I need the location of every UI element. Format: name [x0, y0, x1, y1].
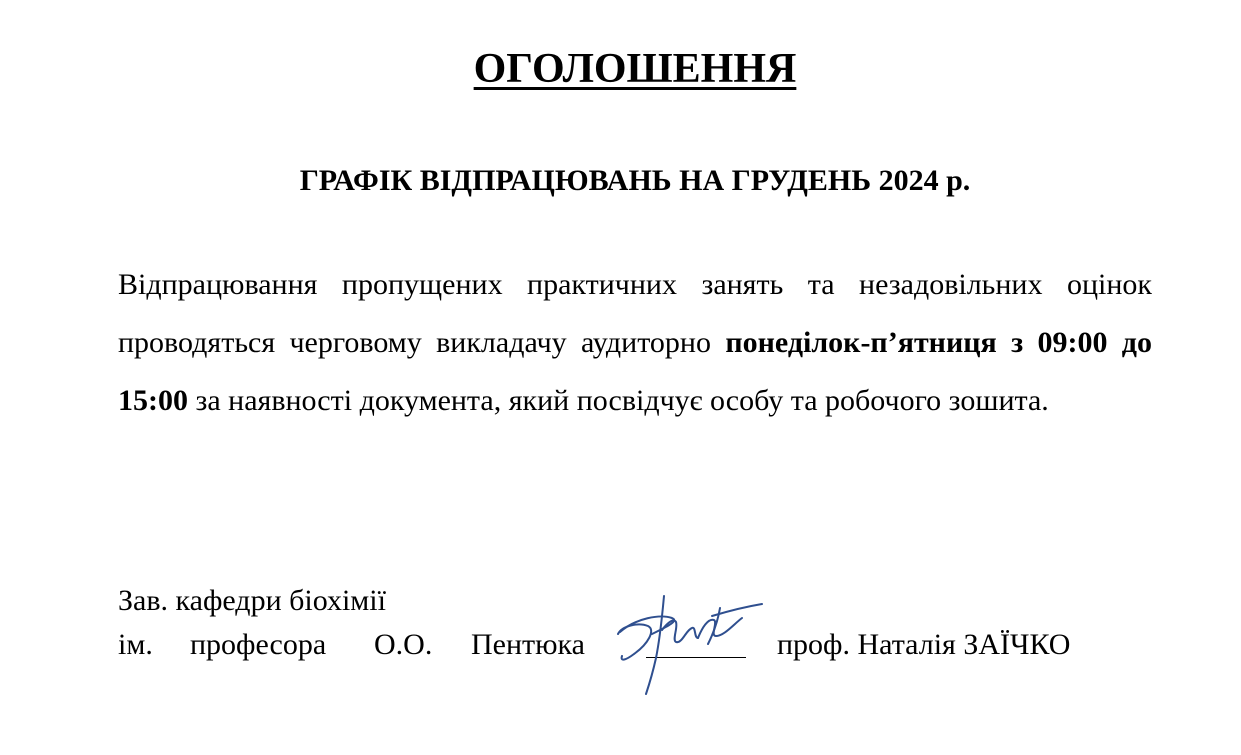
body-text-part2: за наявності документа, який посвідчує особу та робочого зошита. — [188, 384, 1049, 417]
body-schedule-highlight: понеділок-п’ятниця з 09:00 до 15:00 — [118, 326, 1152, 417]
signatory-position-line1: Зав. кафедри біохімії — [118, 584, 386, 617]
schedule-subtitle: ГРАФІК ВІДПРАЦЮВАНЬ НА ГРУДЕНЬ 2024 р. — [299, 164, 971, 197]
body-text-part1: Відпрацювання пропущених практичних занять та незадовільних оцінок проводяться черговому викладачу аудиторно — [118, 268, 1152, 359]
announcement-body — [118, 256, 1152, 430]
signatory-word: ім. — [118, 628, 153, 661]
handwritten-signature — [612, 588, 772, 700]
signatory-word: професора — [190, 628, 327, 661]
signatory-word: Пентюка — [471, 628, 585, 661]
signatory-name: проф. Наталія ЗАЇЧКО — [777, 628, 1071, 661]
signatory-word: О.О. — [374, 628, 433, 661]
announcement-heading: ОГОЛОШЕННЯ — [473, 46, 797, 92]
